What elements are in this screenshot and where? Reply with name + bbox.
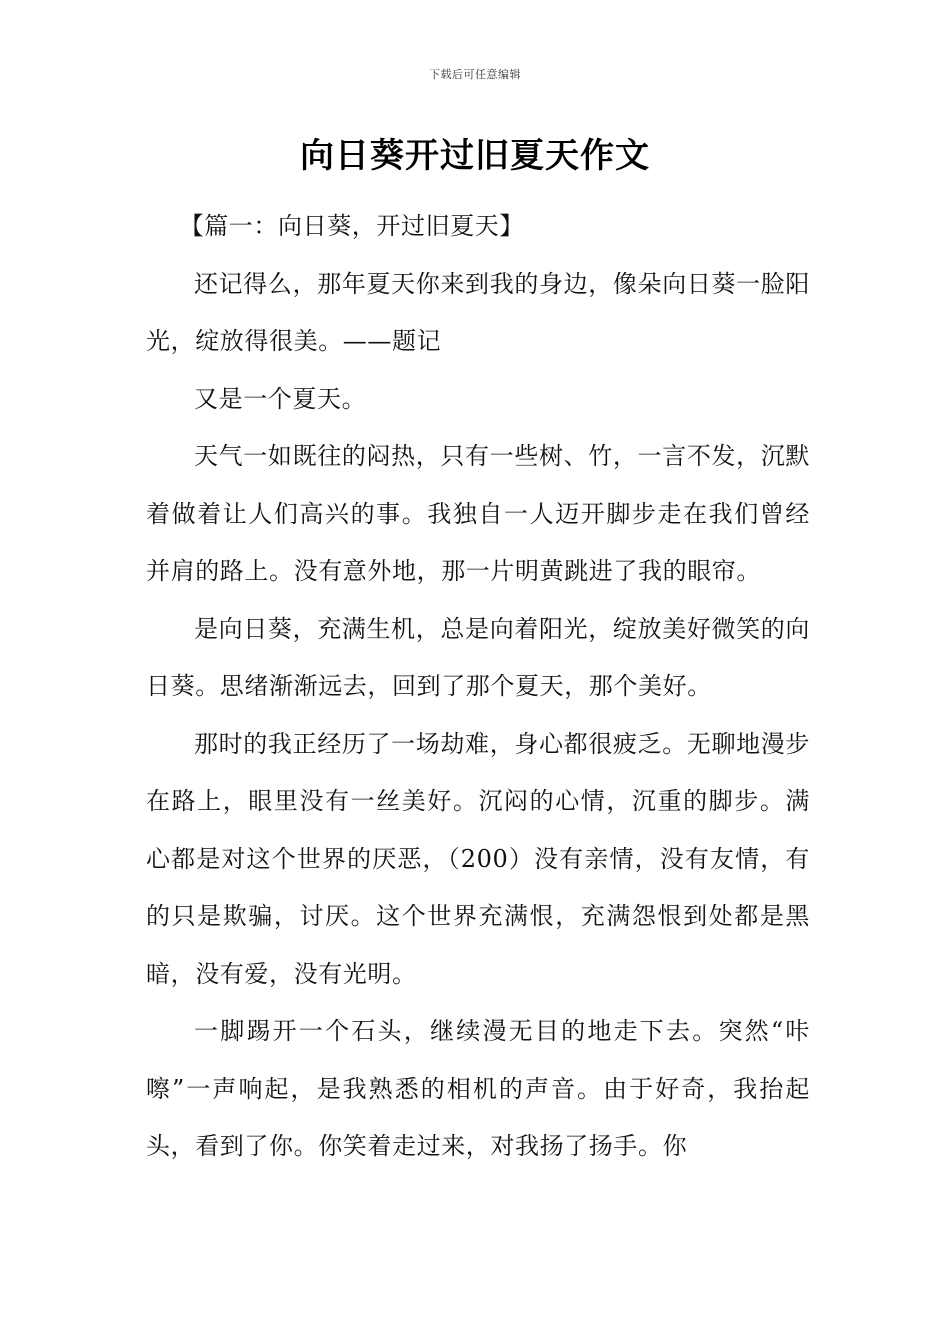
section-heading: 【篇一：向日葵，开过旧夏天】 xyxy=(179,212,525,240)
paragraph: 那时的我正经历了一场劫难，身心都很疲乏。无聊地漫步在路上，眼里没有一丝美好。沉闷的心情，沉重的脚步。满心都是对这个世界的厌恶，（200）没有亲情，没有友情，有的只是欺骗，讨厌。这个世界充满恨，充满怨恨到处都是黑暗，没有爱，没有光明。 xyxy=(146,729,810,988)
paragraph: 一脚踢开一个石头，继续漫无目的地走下去。突然“咔嚓”一声响起，是我熟悉的相机的声音。由于好奇，我抬起头，看到了你。你笑着走过来，对我扬了扬手。你 xyxy=(146,1017,810,1160)
paragraph: 是向日葵，充满生机，总是向着阳光，绽放美好微笑的向日葵。思绪渐渐远去，回到了那个夏天，那个美好。 xyxy=(146,614,810,700)
paragraph-epigraph: 还记得么，那年夏天你来到我的身边，像朵向日葵一脸阳光，绽放得很美。——题记 xyxy=(146,269,810,355)
paragraph: 天气一如既往的闷热，只有一些树、竹，一言不发，沉默着做着让人们高兴的事。我独自一人迈开脚步走在我们曾经并肩的路上。没有意外地，那一片明黄跳进了我的眼帘。 xyxy=(146,442,810,585)
document-body xyxy=(146,198,810,1176)
document-title: 向日葵开过旧夏天作文 xyxy=(300,136,650,176)
paragraph: 又是一个夏天。 xyxy=(194,384,367,413)
header-note: 下载后可任意编辑 xyxy=(429,68,521,81)
